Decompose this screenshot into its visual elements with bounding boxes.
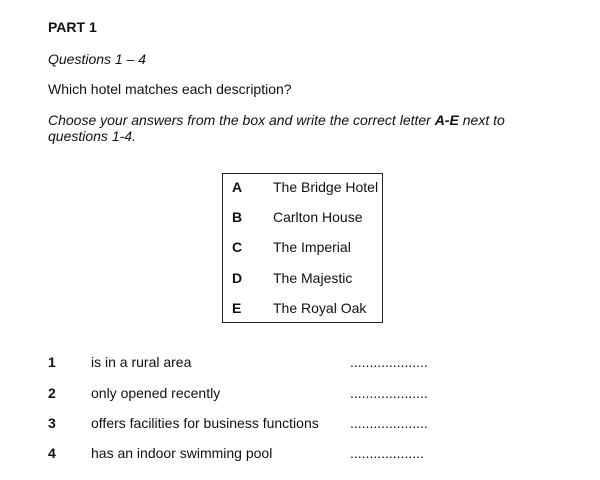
instructions-prefix: Choose your answers from the box and write the correct letter bbox=[48, 112, 435, 128]
question-number: 4 bbox=[48, 445, 56, 461]
option-letter: D bbox=[232, 270, 243, 286]
option-row bbox=[223, 179, 382, 197]
question-text: only opened recently bbox=[91, 385, 221, 401]
option-letter: B bbox=[232, 209, 243, 225]
question-row bbox=[48, 445, 448, 463]
main-question: Which hotel matches each description? bbox=[48, 81, 292, 97]
question-text: is in a rural area bbox=[91, 354, 192, 370]
question-number: 3 bbox=[48, 415, 56, 431]
question-row bbox=[48, 415, 448, 433]
option-hotel-name: The Majestic bbox=[273, 270, 353, 286]
option-hotel-name: The Royal Oak bbox=[273, 300, 367, 316]
question-number: 1 bbox=[48, 354, 56, 370]
option-row bbox=[223, 209, 382, 227]
option-letter: E bbox=[232, 300, 242, 316]
question-row bbox=[48, 385, 448, 403]
part-title: PART 1 bbox=[48, 19, 97, 35]
option-row bbox=[223, 300, 382, 318]
instructions-letter-range: A-E bbox=[434, 112, 459, 128]
answer-blank[interactable]: ................... bbox=[350, 445, 424, 461]
option-hotel-name: The Imperial bbox=[273, 239, 351, 255]
answer-blank[interactable]: .................... bbox=[350, 415, 428, 431]
question-row bbox=[48, 354, 448, 372]
option-hotel-name: Carlton House bbox=[273, 209, 363, 225]
question-number: 2 bbox=[48, 385, 56, 401]
questions-range: Questions 1 – 4 bbox=[48, 51, 147, 67]
instructions bbox=[48, 112, 518, 144]
answer-blank[interactable]: .................... bbox=[350, 354, 428, 370]
answer-blank[interactable]: .................... bbox=[350, 385, 428, 401]
option-letter: A bbox=[232, 179, 243, 195]
option-hotel-name: The Bridge Hotel bbox=[273, 179, 379, 195]
option-row bbox=[223, 239, 382, 257]
option-letter: C bbox=[232, 239, 243, 255]
hotel-options-box bbox=[222, 173, 383, 323]
question-text: offers facilities for business functions bbox=[91, 415, 319, 431]
option-row bbox=[223, 270, 382, 288]
question-text: has an indoor swimming pool bbox=[91, 445, 273, 461]
instructions-suffix: next to questions 1-4. bbox=[48, 112, 505, 144]
